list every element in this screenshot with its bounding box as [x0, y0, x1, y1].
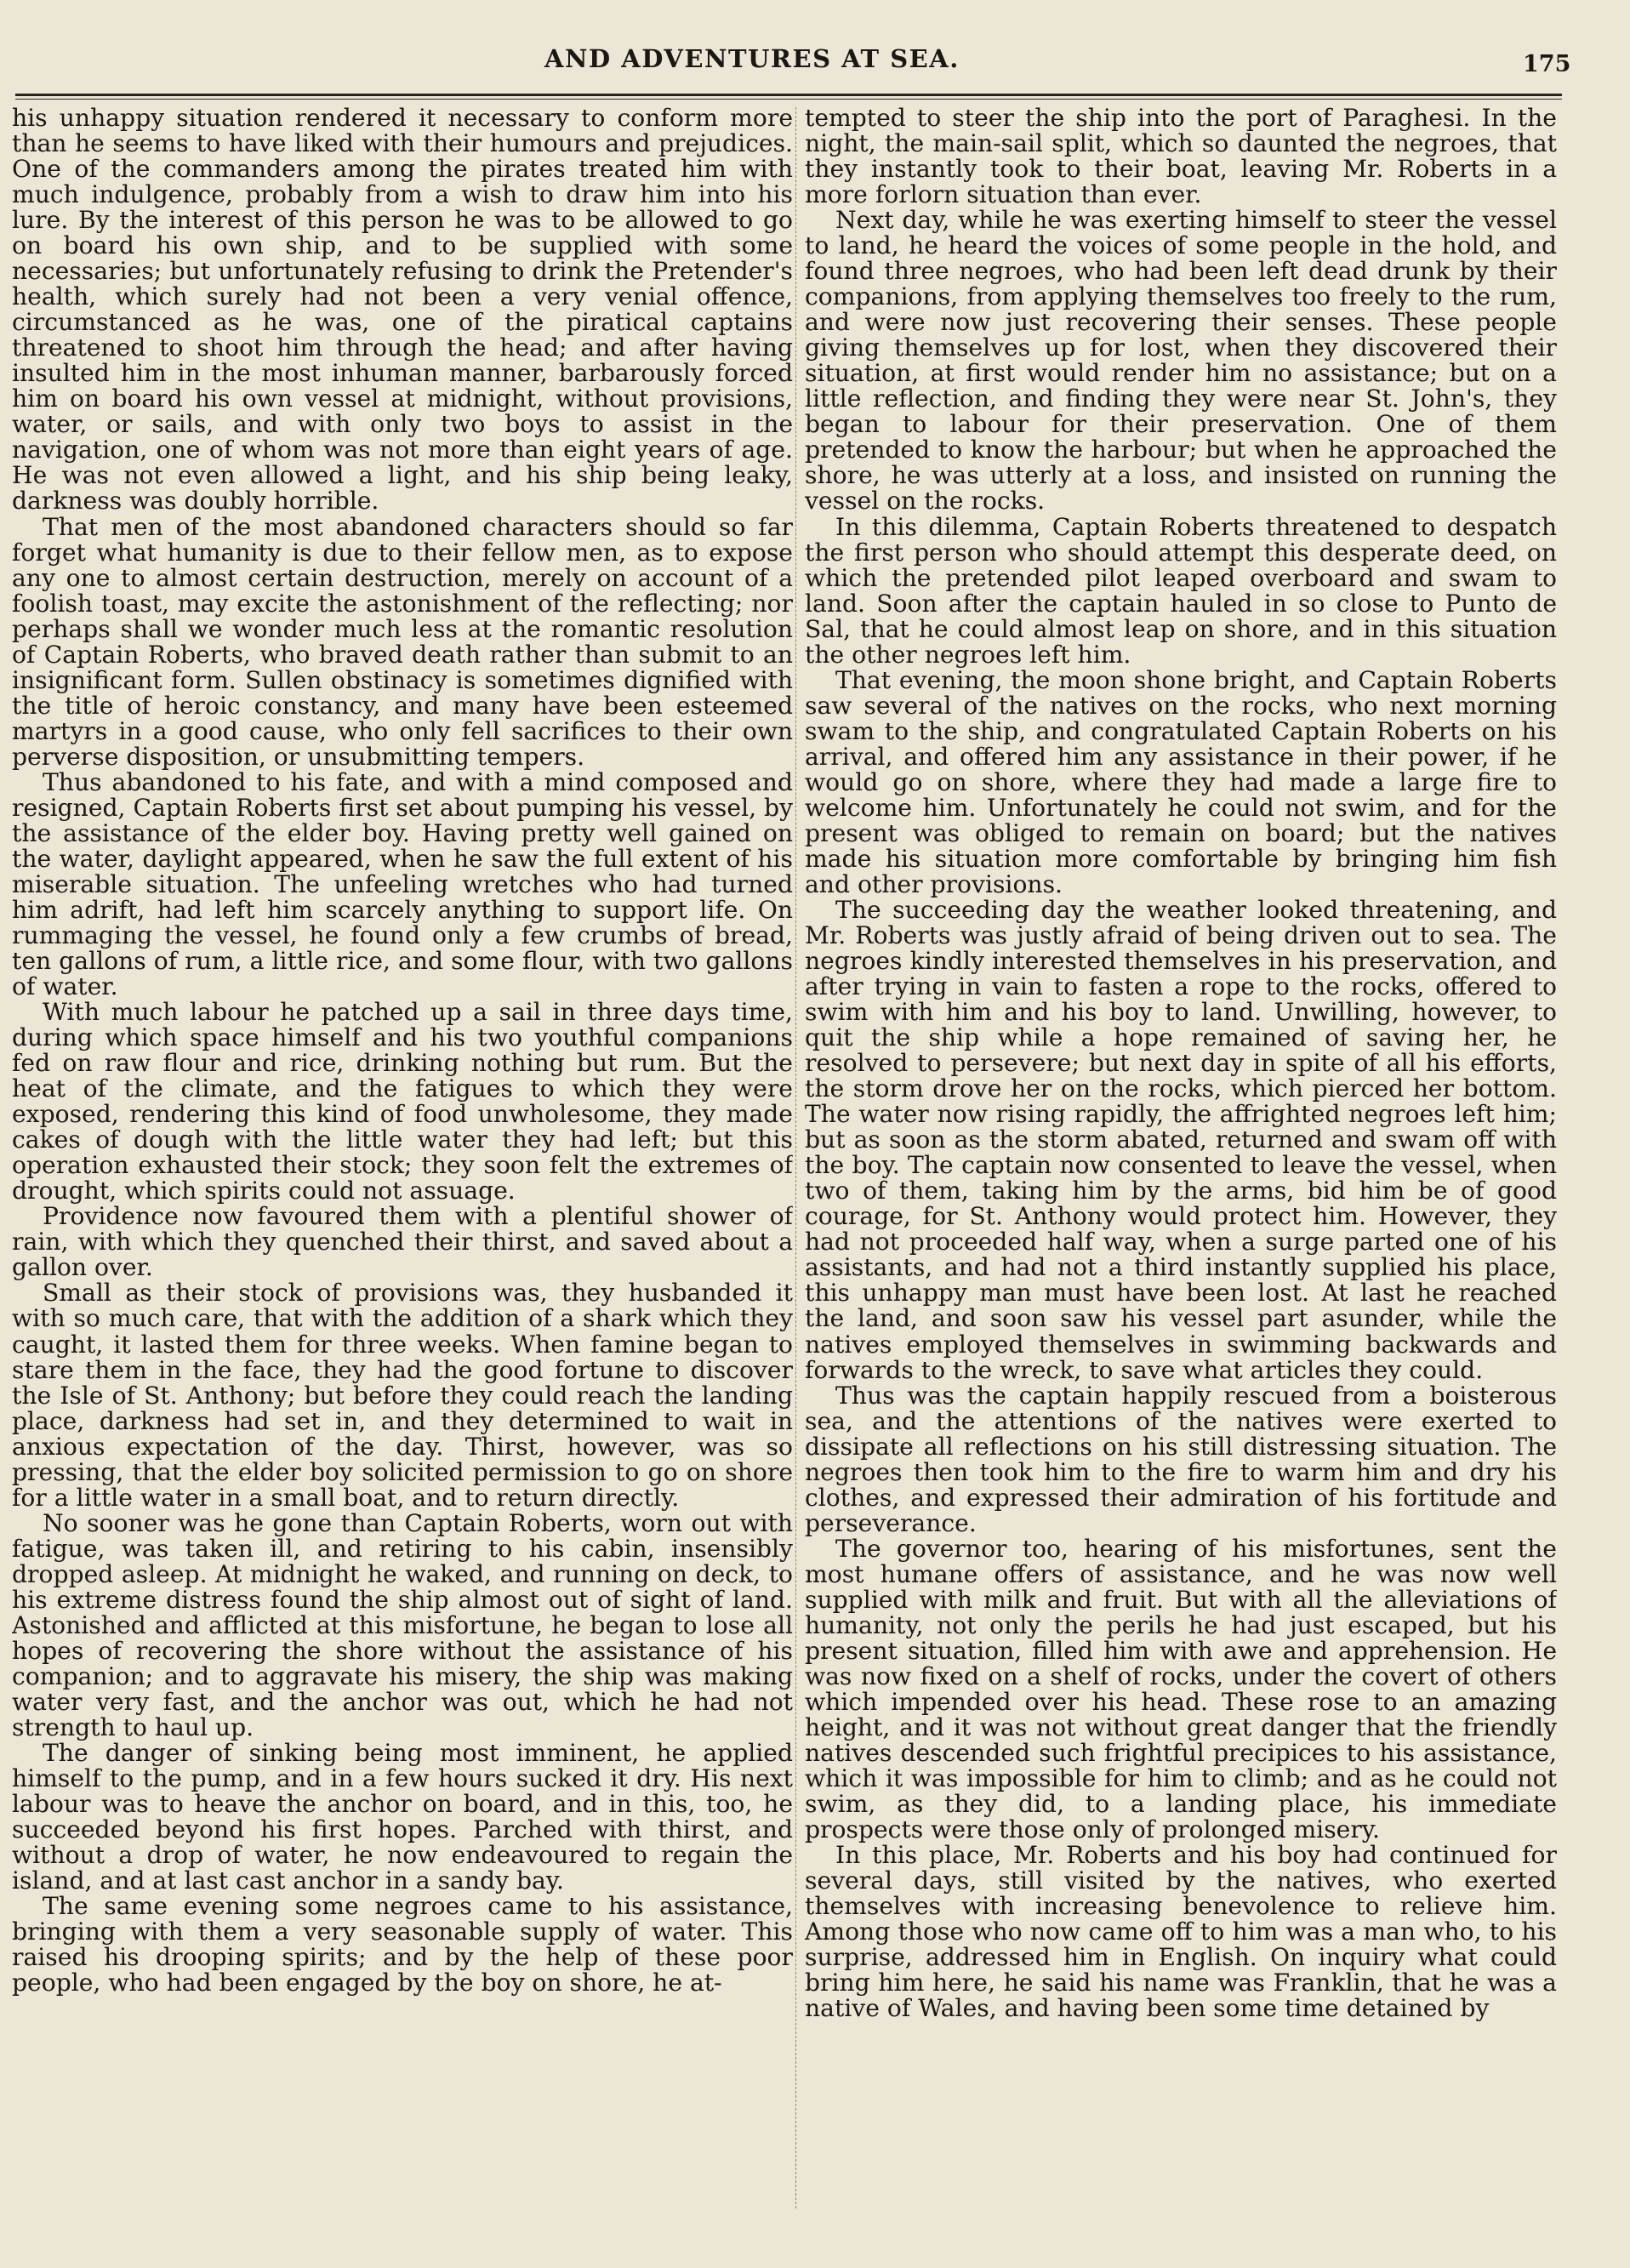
paragraph: In this dilemma, Captain Roberts threatened to despatch the first person who should attempt this desperate deed, on which the pretended pilot leaped overboard and swam to land. Soon after the captain hauled in so close to Punto de Sal, that he could almost leap on shore, and in this situation the other negroes left him. — [805, 512, 1557, 669]
paragraph: Thus was the captain happily rescued from a boisterous sea, and the attentions of the natives were exerted to dissipate all reflections on his still distressing situation. The negroes then took him to the fire to warm him and dry his clothes, and expressed their admiration of his fortitude and perseverance. — [805, 1381, 1557, 1537]
right-column — [805, 105, 1557, 2232]
paragraph: Thus abandoned to his fate, and with a mind composed and resigned, Captain Roberts first set about pumping his vessel, by the assistance of the elder boy. Having pretty well gained on the water, daylight appeared, when he saw the full extent of his miserable situation. The unfeeling wretches who had turned him adrift, had left him scarcely anything to support life. On rummaging the vessel, he found only a few crumbs of bread, ten gallons of rum, a little rice, and some flour, with two gallons of water. — [12, 767, 793, 1001]
paragraph: The governor too, hearing of his misfortunes, sent the most humane offers of assistance, and he was now well supplied with milk and fruit. But with all the alleviations of humanity, not only the perils he had just escaped, but his present situation, filled him with awe and apprehension. He was now fixed on a shelf of rocks, under the covert of others which impended over his head. These rose to an amazing height, and it was not without great danger that the friendly natives descended such frightful precipices to his assistance, which it was impossible for him to climb; and as he could not swim, as they did, to a landing place, his immediate prospects were those only of prolonged misery. — [805, 1534, 1557, 1844]
paragraph: No sooner was he gone than Captain Roberts, worn out with fatigue, was taken ill, and retiring to his cabin, insensibly dropped asleep. At midnight he waked, and running on deck, to his extreme distress found the ship almost out of sight of land. Astonished and afflicted at this misfortune, he began to lose all hopes of recovering the shore without the assistance of his companion; and to aggravate his misery, the ship was making water very fast, and the anchor was out, which he had not strength to haul up. — [12, 1508, 793, 1741]
paragraph: his unhappy situation rendered it necessary to conform more than he seems to have liked with their humours and prejudices. One of the commanders among the pirates treated him with much indulgence, probably from a wish to draw him into his lure. By the interest of this person he was to be allowed to go on board his own ship, and to be supplied with some necessaries; but unfortunately refusing to drink the Pretender's health, which surely had not been a very venial offence, circumstanced as he was, one of the piratical captains threatened to shoot him through the head; and after having insulted him in the most inhuman manner, barbarously forced him on board his own vessel at midnight, without provisions, water, or sails, and with only two boys to assist in the navigation, one of whom was not more than eight years of age. He was not even allowed a light, and his ship being leaky, darkness was doubly horrible. — [12, 105, 793, 516]
paragraph: Next day, while he was exerting himself to steer the vessel to land, he heard the voices of some people in the hold, and found three negroes, who had been left dead drunk by their companions, from applying themselves too freely to the rum, and were now just recovering their senses. These people giving themselves up for lost, when they discovered their situation, at first would render him no assistance; but on a little reflection, and finding they were near St. John's, they began to labour for their preservation. One of them pretended to know the harbour; but when he approached the shore, he was utterly at a loss, and insisted on running the vessel on the rocks. — [805, 206, 1557, 516]
paragraph: Small as their stock of provisions was, they husbanded it with so much care, that with the addition of a shark which they caught, it lasted them for three weeks. When famine began to stare them in the face, they had the good fortune to discover the Isle of St. Anthony; but before they could reach the landing place, darkness had set in, and they determined to wait in anxious expectation of the day. Thirst, however, was so pressing, that the elder boy solicited permission to go on shore for a little water in a small boat, and to return directly. — [12, 1279, 793, 1512]
paragraph: With much labour he patched up a sail in three days time, during which space himself and his two youthful companions fed on raw flour and rice, drinking nothing but rum. But the heat of the climate, and the fatigues to which they were exposed, rendering this kind of food unwholesome, they made cakes of dough with the little water they had left; but this operation exhausted their stock; they soon felt the extremes of drought, which spirits could not assuage. — [12, 998, 793, 1205]
page-number: 175 — [1523, 51, 1571, 77]
paragraph: The danger of sinking being most imminent, he applied himself to the pump, and in a few hours sucked it dry. His next labour was to heave the anchor on board, and in this, too, he succeeded beyond his first hopes. Parched with thirst, and without a drop of water, he now endeavoured to regain the island, and at last cast anchor in a sandy bay. — [12, 1739, 793, 1895]
paragraph: tempted to steer the ship into the port of Paraghesi. In the night, the main-sail split, which so daunted the negroes, that they instantly took to their boat, leaving Mr. Roberts in a more forlorn situation than ever. — [805, 105, 1557, 209]
paragraph: That men of the most abandoned characters should so far forget what humanity is due to their fellow men, as to expose any one to almost certain destruction, merely on account of a foolish toast, may excite the astonishment of the reflecting; nor perhaps shall we wonder much less at the romantic resolution of Captain Roberts, who braved death rather than submit to an insignificant form. Sullen obstinacy is sometimes dignified with the title of heroic constancy, and many have been esteemed martyrs in a good cause, who only fell sacrifices to their own perverse disposition, or unsubmitting tempers. — [12, 512, 793, 771]
paragraph: Providence now favoured them with a plentiful shower of rain, with which they quenched their thirst, and saved about a gallon over. — [12, 1202, 793, 1282]
paragraph: The succeeding day the weather looked threatening, and Mr. Roberts was justly afraid of being driven out to sea. The negroes kindly interested themselves in his preservation, and after trying in vain to fasten a rope to the rocks, offered to swim with him and his boy to land. Unwilling, however, to quit the ship while a hope remained of saving her, he resolved to persevere; but next day in spite of all his efforts, the storm drove her on the rocks, which pierced her bottom. The water now rising rapidly, the affrighted negroes left him; but as soon as the storm abated, returned and swam off with the boy. The captain now consented to leave the vessel, when two of them, taking him by the arms, bid him be of good courage, for St. Anthony would protect him. However, they had not proceeded half way, when a surge parted one of his assistants, and had not a third instantly supplied his place, this unhappy man must have been lost. At last he reached the land, and soon saw his vessel part asunder, while the natives employed themselves in swimming backwards and forwards to the wreck, to save what articles they could. — [805, 895, 1557, 1384]
left-column — [12, 105, 793, 2232]
column-divider — [795, 107, 796, 2208]
header-rule — [15, 94, 1562, 100]
paragraph: In this place, Mr. Roberts and his boy had continued for several days, still visited by the natives, who exerted themselves with increasing benevolence to relieve him. Among those who now came off to him was a man who, to his surprise, addressed him in English. On inquiry what could bring him here, he said his name was Franklin, that he was a native of Wales, and having been some time detained by — [805, 1841, 1557, 2023]
paragraph: The same evening some negroes came to his assistance, bringing with them a very seasonable supply of water. This raised his drooping spirits; and by the help of these poor people, who had been engaged by the boy on shore, he at- — [12, 1892, 793, 1997]
running-head: AND ADVENTURES AT SEA. — [544, 44, 960, 73]
paragraph: That evening, the moon shone bright, and Captain Roberts saw several of the natives on the rocks, who next morning swam to the ship, and congratulated Captain Roberts on his arrival, and offered him any assistance in their power, if he would go on shore, where they had made a large fire to welcome him. Unfortunately he could not swim, and for the present was obliged to remain on board; but the natives made his situation more comfortable by bringing him fish and other provisions. — [805, 665, 1557, 898]
